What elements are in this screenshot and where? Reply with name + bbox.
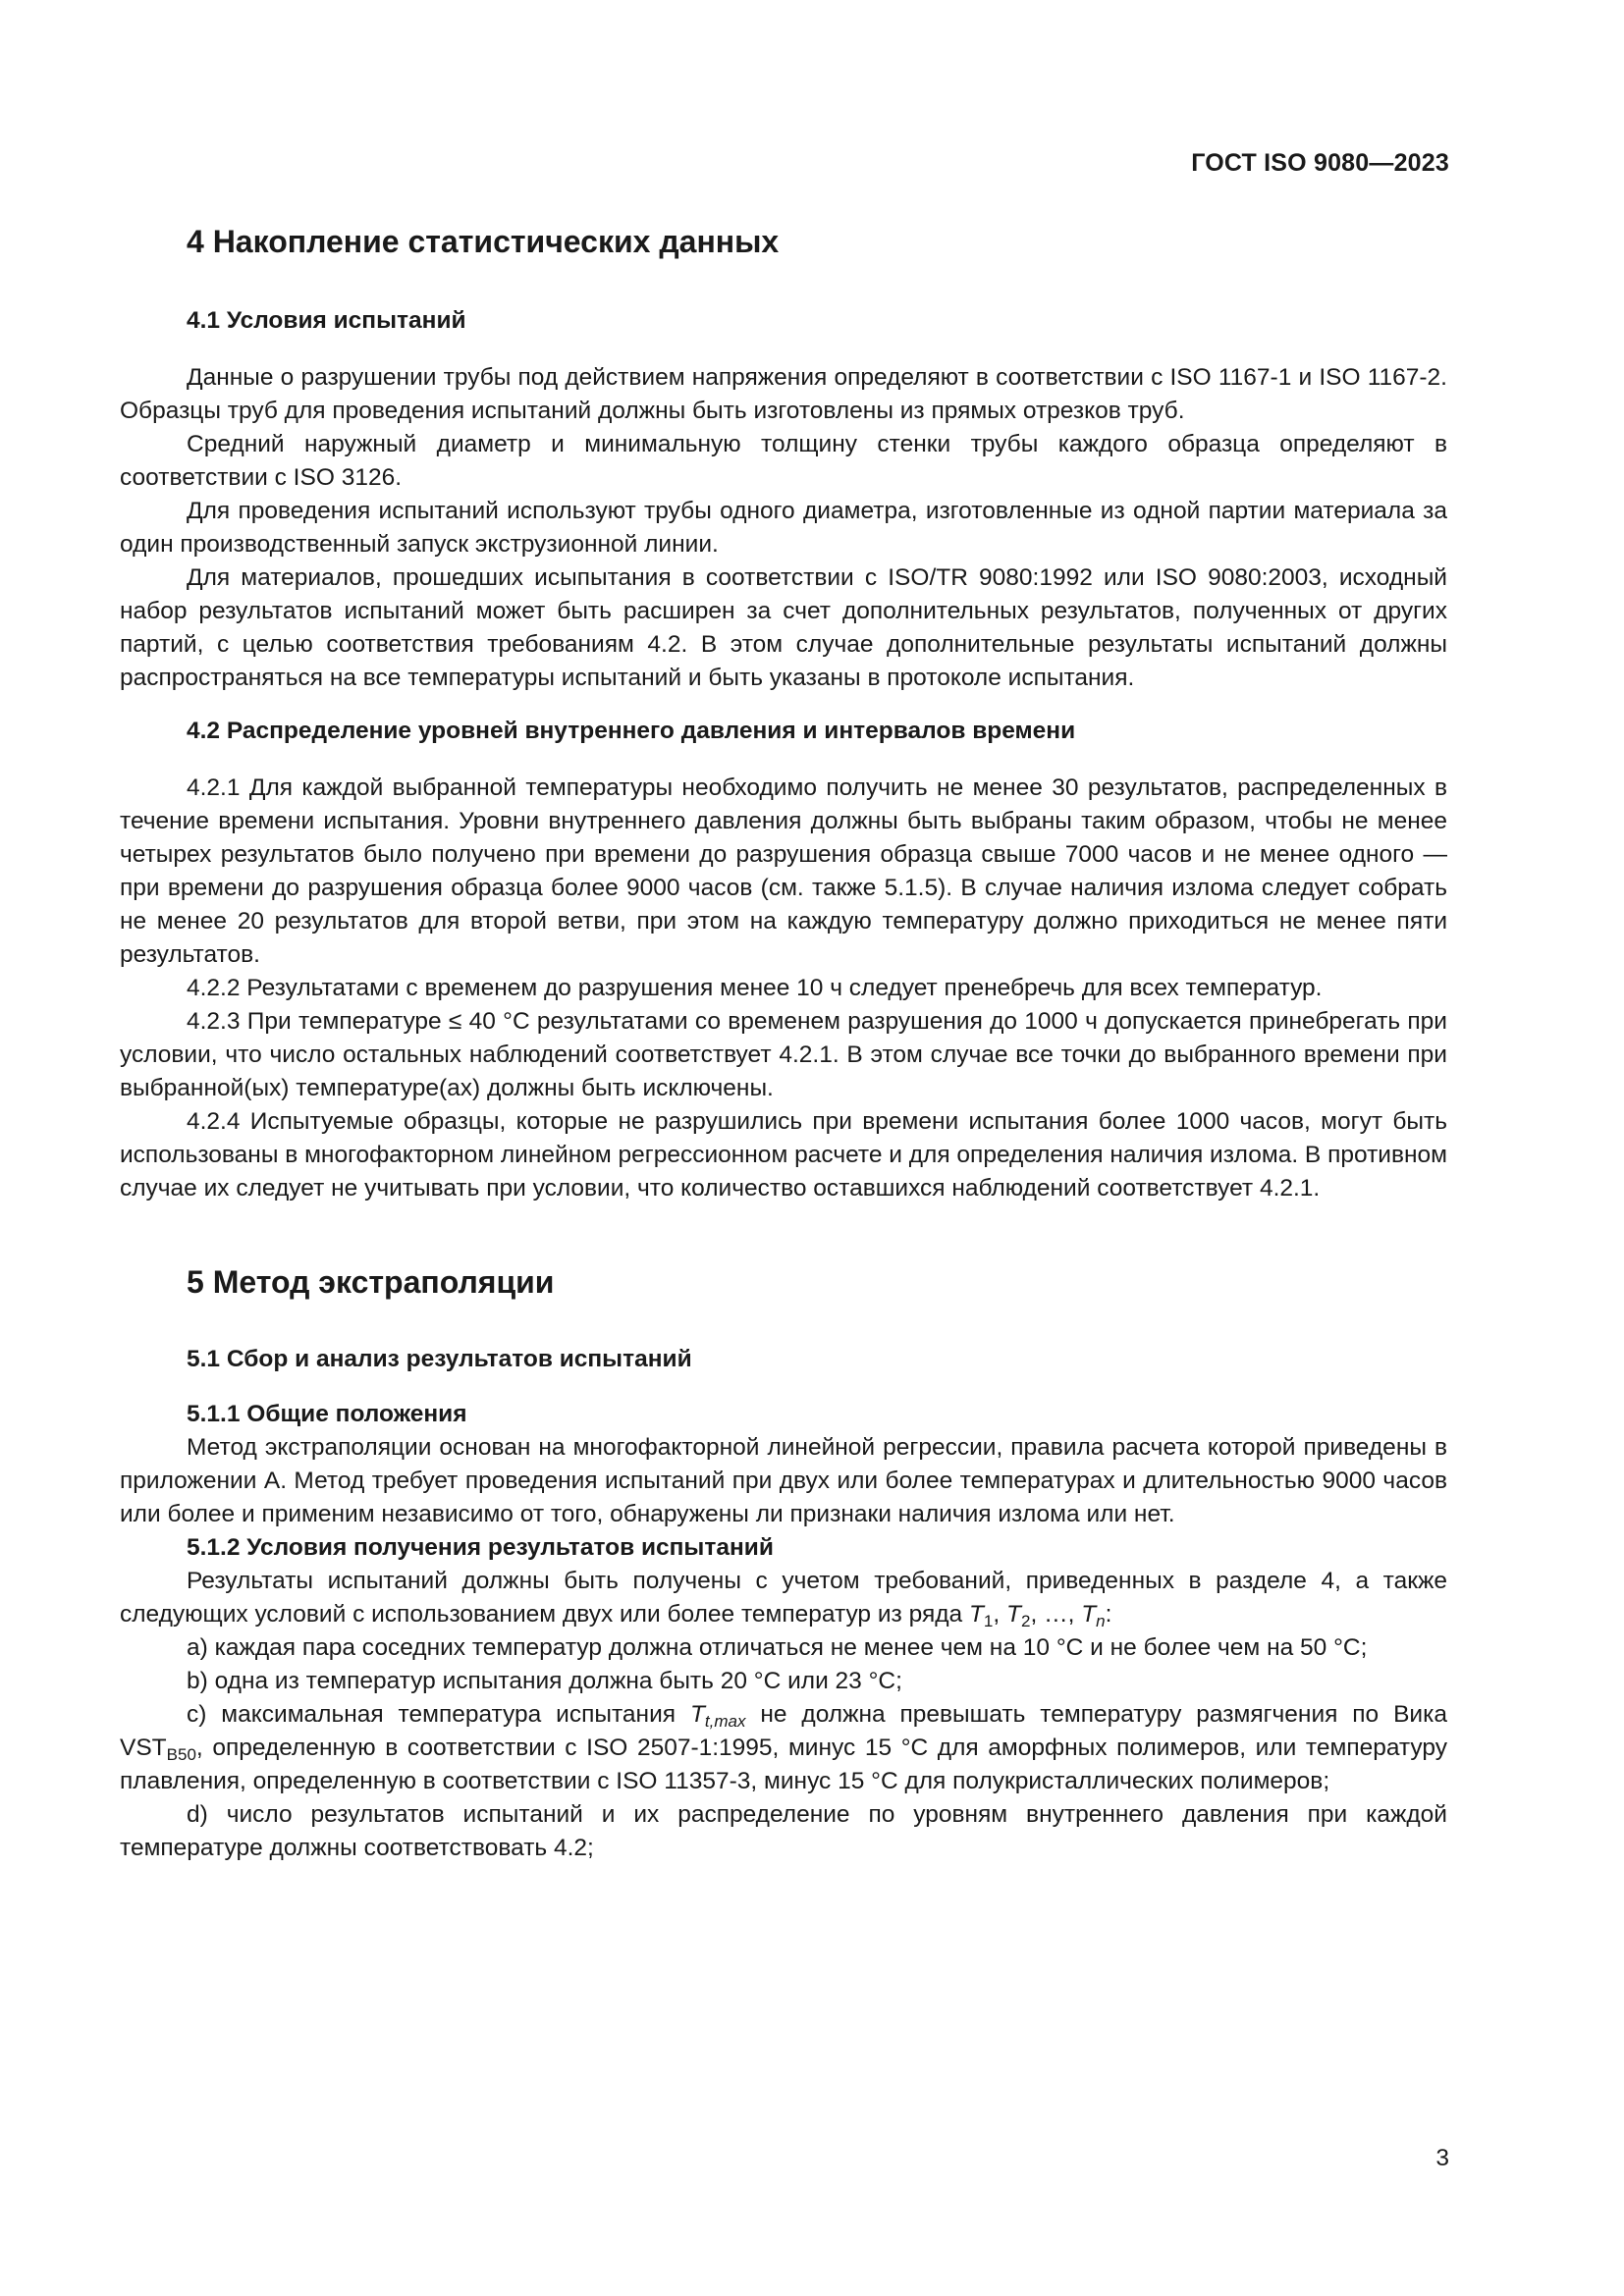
subscript-b50: B50 [166,1745,196,1764]
temperature-symbol-tmax: T [689,1701,705,1728]
section-5-title: 5 Метод экстраполяции [187,1264,555,1300]
section-4-1-paragraph-1: Данные о разрушении трубы под действием напряжения определяют в соответствии с ISO 1167-1 и ISO 1167-2. Образцы труб для проведения испытаний должны быть изготовлены из прямых отрезков труб. [120,364,1447,424]
separator: , [993,1601,1007,1628]
section-4-1-paragraph-3: Для проведения испытаний используют трубы одного диаметра, изготовленные из одной партии материала за один производственный запуск экструзионной линии. [120,498,1447,558]
section-5-1-2-title: 5.1.2 Условия получения результатов испытаний [187,1534,774,1561]
subscript-n: n [1096,1612,1106,1630]
list-item-a: a) каждая пара соседних температур должна отличаться не менее чем на 10 °C и не более чем на 50 °C; [187,1634,1368,1661]
intro-text: Результаты испытаний должны быть получены с учетом требований, приведенных в разделе 4, а также следующих условий с использованием двух или более температур из ряда [120,1568,1447,1628]
item-c-part-3: , определенную в соответствии с ISO 2507-1:1995, минус 15 °C для аморфных полимеров, или температуру плавления, определенную в соответствии с ISO 11357-3, минус 15 °C для полукристаллических полимеров; [120,1735,1447,1794]
subscript-1: 1 [983,1612,994,1630]
ellipsis: , …, [1030,1601,1082,1628]
section-4-title: 4 Накопление статистических данных [187,224,780,259]
section-4-1-paragraph-2: Средний наружный диаметр и минимальную толщину стенки трубы каждого образца определяют в соответствии с ISO 3126. [120,431,1447,491]
section-4-1-title: 4.1 Условия испытаний [187,307,466,334]
section-5-1-1-paragraph: Метод экстраполяции основан на многофакторной линейной регрессии, правила расчета которой приведены в приложении A. Метод требует проведения испытаний при двух или более температурах и длительностью 9000 часов или более и применим независимо от того, обнаружены ли признаки наличия излома или нет. [120,1434,1447,1527]
list-item-d: d) число результатов испытаний и их распределение по уровням внутреннего давления при каждой температуре должны соответствовать 4.2; [120,1801,1447,1861]
section-4-1-paragraph-4: Для материалов, прошедших исыпытания в соответствии с ISO/TR 9080:1992 или ISO 9080:2003, исходный набор результатов испытаний может быть расширен за счет дополнительных результатов, полученных от других партий, с целью соответствия требованиям 4.2. В этом случае дополнительные результаты испытаний должны распространяться на все температуры испытаний и быть указаны в протоколе испытания. [120,564,1447,691]
section-4-2-4-paragraph: 4.2.4 Испытуемые образцы, которые не разрушились при времени испытания более 1000 часов, могут быть использованы в многофакторном линейном регрессионном расчете и для определения наличия излома. В противном случае их следует не учитывать при условии, что количество оставшихся наблюдений соответствует 4.2.1. [120,1108,1447,1201]
temperature-symbol-tn: T [1081,1601,1097,1628]
page-content [120,220,1447,1865]
temperature-symbol-t2: T [1006,1601,1021,1628]
item-c-part-1: c) максимальная температура испытания [187,1701,690,1728]
temperature-symbol-t1: T [968,1601,984,1628]
section-4-2-2-paragraph: 4.2.2 Результатами с временем до разрушения менее 10 ч следует пренебречь для всех температур. [187,975,1323,1001]
section-4-2-3-paragraph: 4.2.3 При температуре ≤ 40 °C результатами со временем разрушения до 1000 ч допускается принебрегать при условии, что число остальных наблюдений соответствует 4.2.1. В этом случае все точки до выбранного времени при выбранной(ых) температуре(ах) должны быть исключены. [120,1008,1447,1101]
list-item-b: b) одна из температур испытания должна быть 20 °C или 23 °C; [187,1668,902,1694]
item-c-part-2: не должна превышать температуру размягчения по Вика VST [120,1701,1447,1761]
section-5-1-title: 5.1 Сбор и анализ результатов испытаний [187,1346,692,1372]
intro-end: : [1105,1601,1112,1628]
document-code-header: ГОСТ ISO 9080—2023 [1191,149,1449,177]
subscript-tmax: t,max [704,1712,746,1731]
page-number: 3 [1435,2145,1449,2171]
subscript-2: 2 [1020,1612,1031,1630]
section-4-2-title: 4.2 Распределение уровней внутреннего давления и интервалов времени [187,718,1076,744]
list-item-c [120,1698,1447,1798]
section-5-1-2-intro [120,1565,1447,1631]
section-5-1-1-title: 5.1.1 Общие положения [187,1401,467,1427]
section-4-2-1-paragraph: 4.2.1 Для каждой выбранной температуры необходимо получить не менее 30 результатов, распределенных в течение времени испытания. Уровни внутреннего давления должны быть выбраны таким образом, чтобы не менее четырех результатов было получено при времени до разрушения образца свыше 7000 часов и не менее одного — при времени до разрушения образца более 9000 часов (см. также 5.1.5). В случае наличия излома следует собрать не менее 20 результатов для второй ветви, при этом на каждую температуру должно приходиться не менее пяти результатов. [120,774,1447,968]
